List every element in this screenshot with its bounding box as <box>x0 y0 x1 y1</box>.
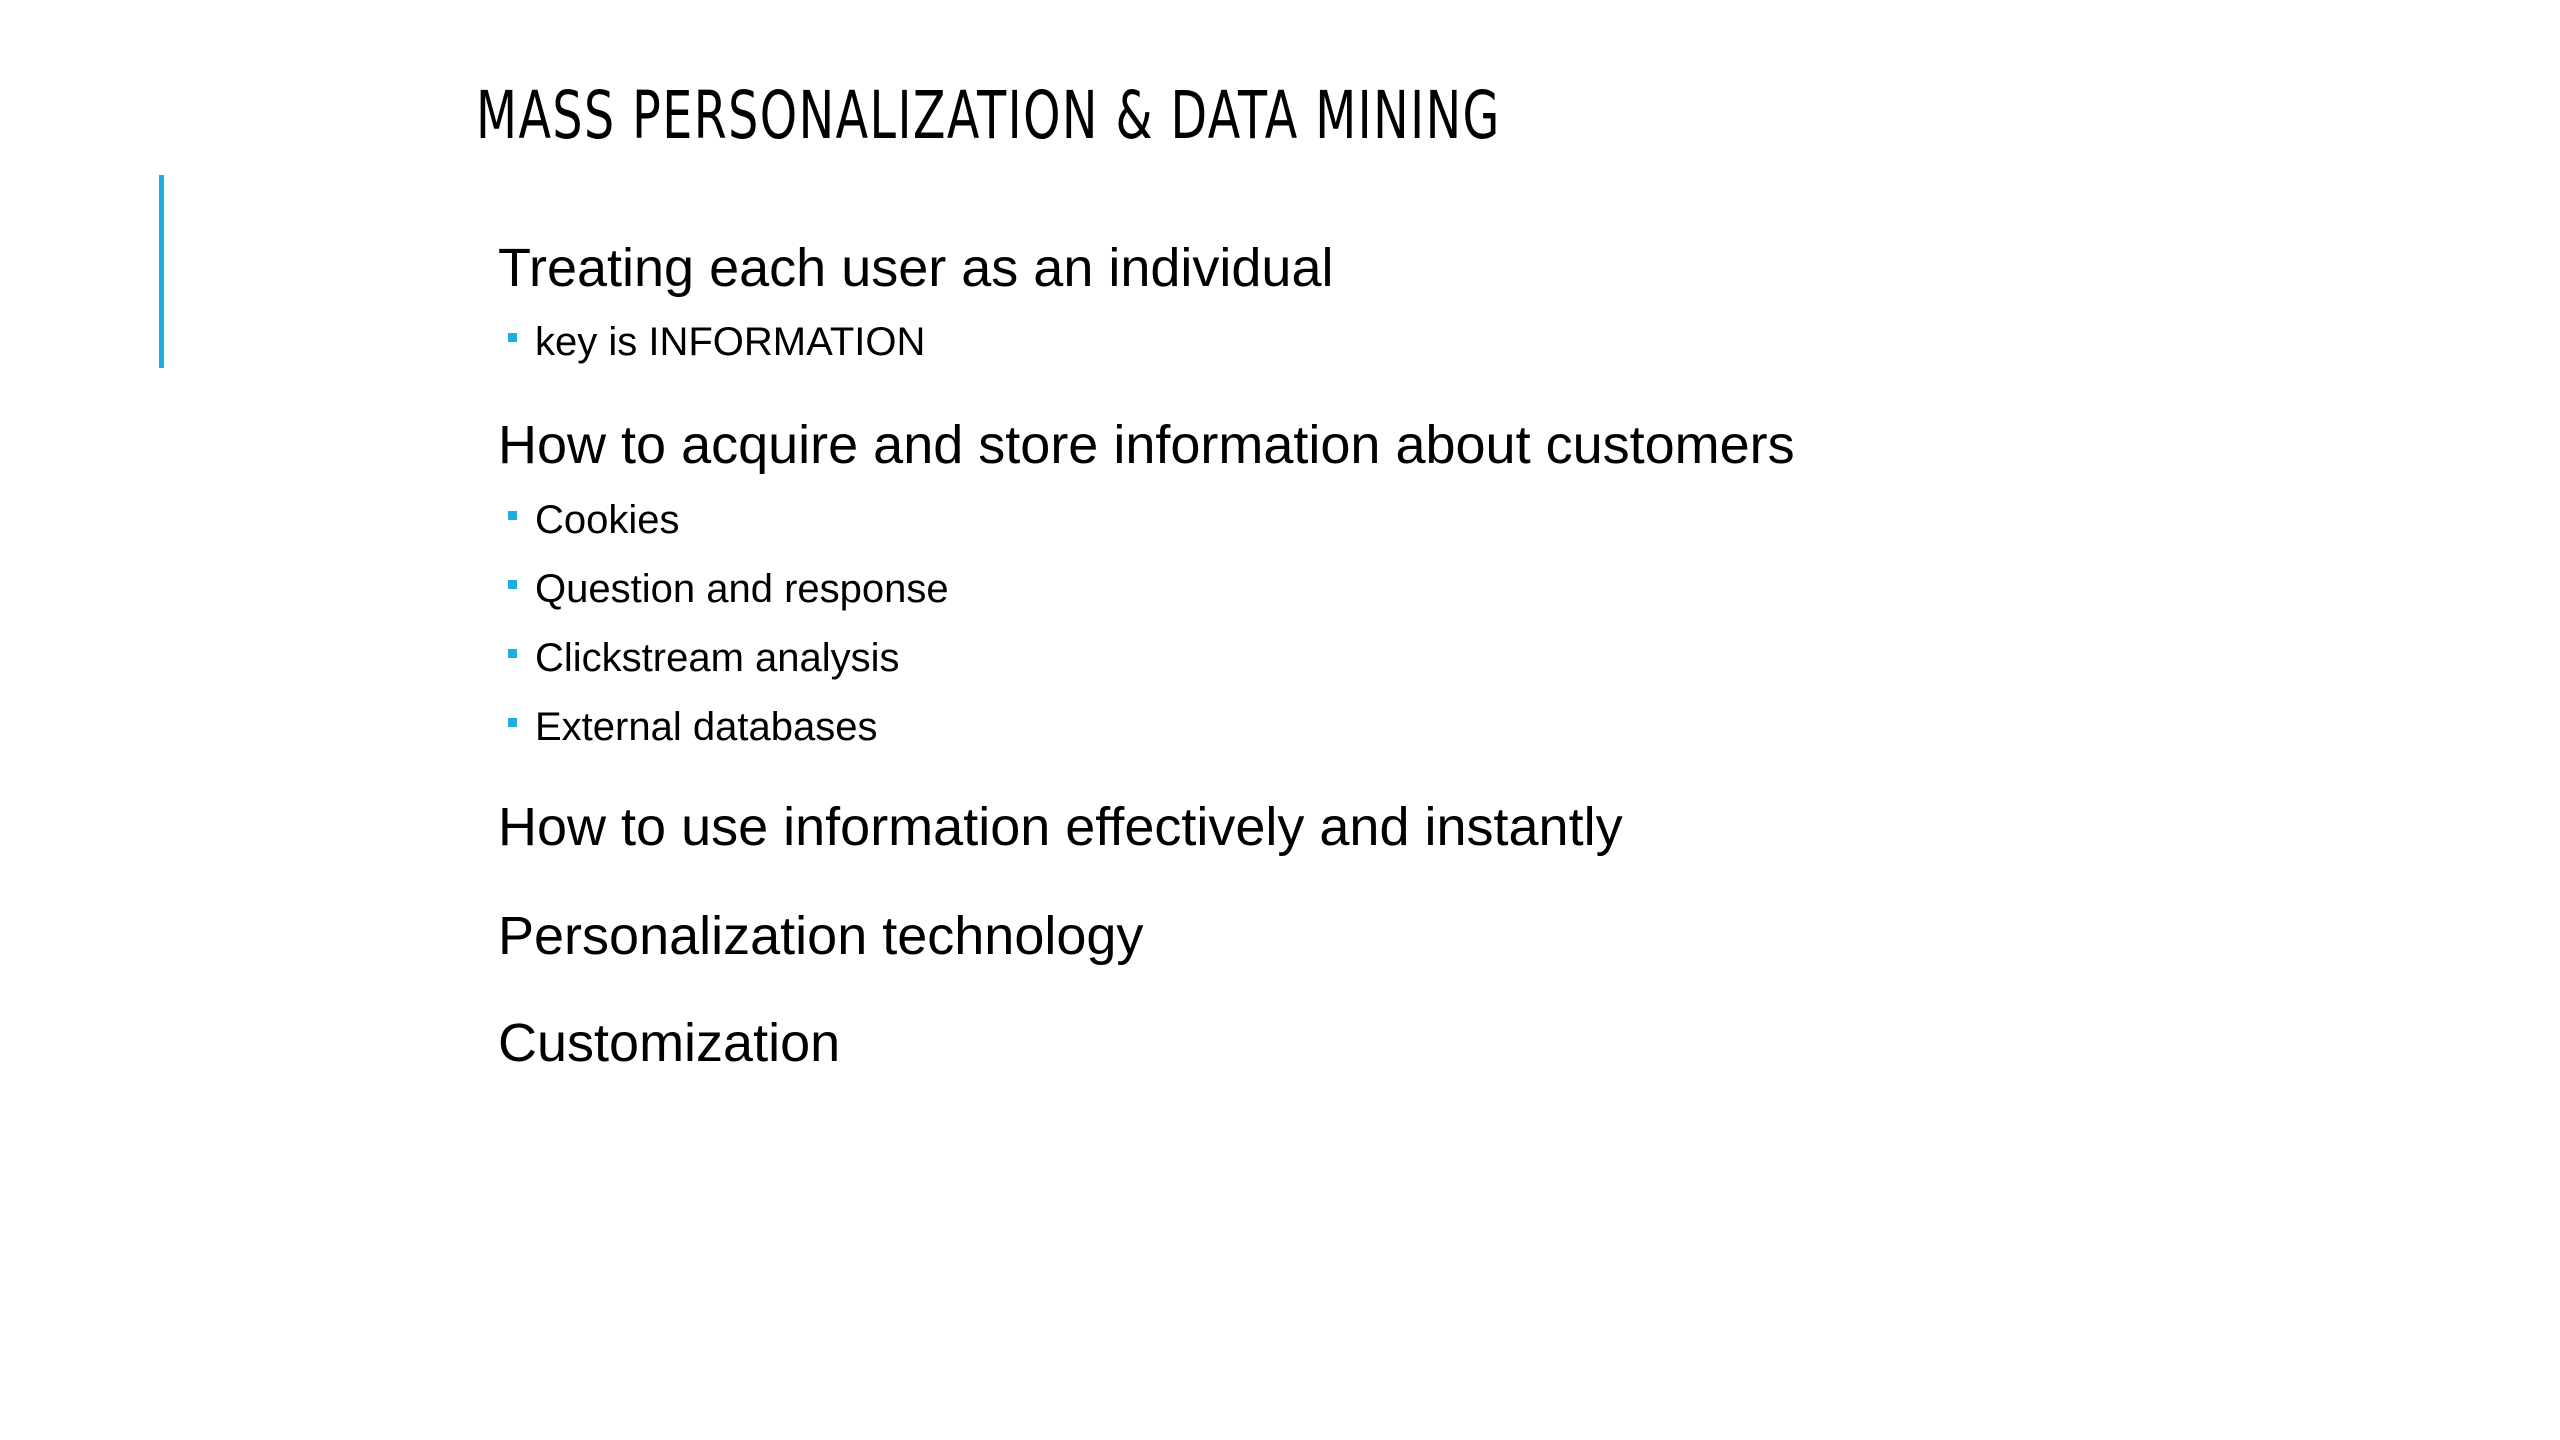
bullet-text: Question and response <box>535 567 949 611</box>
bullet-item <box>508 632 900 684</box>
square-bullet-icon <box>508 333 517 342</box>
bullet-text: External databases <box>535 705 878 749</box>
square-bullet-icon <box>508 649 517 658</box>
accent-bar <box>159 175 164 368</box>
bullet-text: key is INFORMATION <box>535 320 926 364</box>
heading-acquire-store-information: How to acquire and store information about customers <box>498 415 1795 475</box>
bullet-item <box>508 316 925 368</box>
heading-customization: Customization <box>498 1013 841 1073</box>
bullet-text: Clickstream analysis <box>535 636 900 680</box>
square-bullet-icon <box>508 511 517 520</box>
bullet-text: Cookies <box>535 498 680 542</box>
square-bullet-icon <box>508 718 517 727</box>
bullet-item <box>508 701 877 753</box>
heading-personalization-technology: Personalization technology <box>498 906 1144 966</box>
slide-title: MASS PERSONALIZATION & DATA MINING <box>476 77 1501 154</box>
heading-use-information-effectively: How to use information effectively and instantly <box>498 797 1623 857</box>
heading-treating-each-user: Treating each user as an individual <box>498 238 1334 298</box>
bullet-item <box>508 494 680 546</box>
bullet-item <box>508 563 949 615</box>
square-bullet-icon <box>508 580 517 589</box>
